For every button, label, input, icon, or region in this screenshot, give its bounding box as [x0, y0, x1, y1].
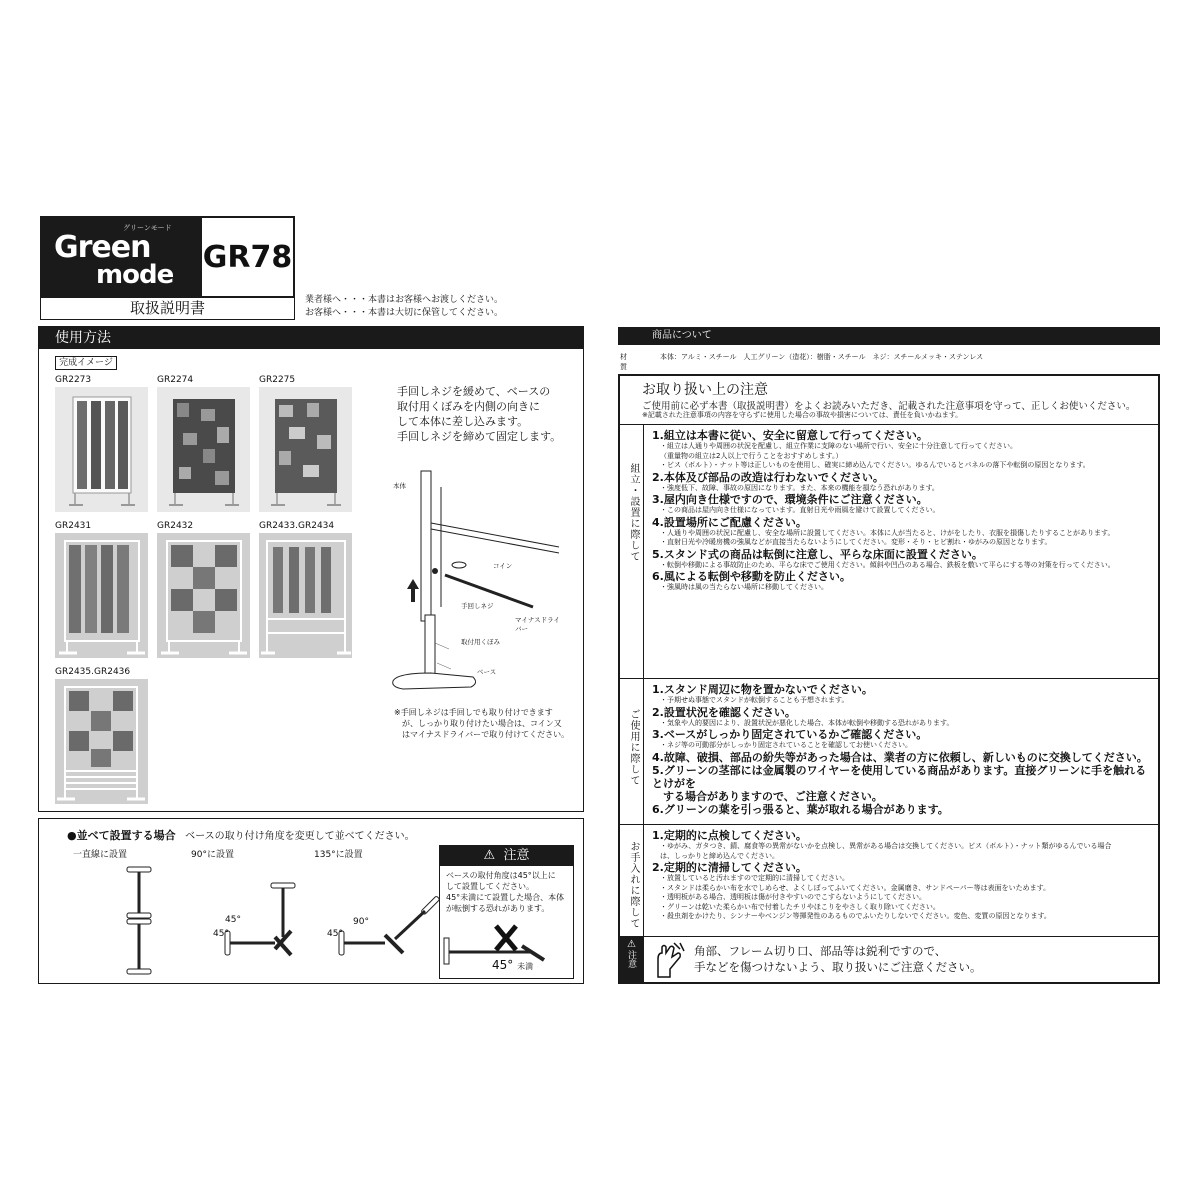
- diagram-label-body: 本体: [393, 482, 406, 490]
- section-care: [620, 824, 1158, 936]
- notice-line: お客様へ・・・本書は大切に保管してください。: [305, 308, 504, 318]
- section-body: [652, 429, 1152, 593]
- assembly-line: して本体に差し込みます。: [397, 415, 529, 428]
- angle-label: 45°: [213, 929, 229, 939]
- logo-subtitle: グリーンモード: [123, 224, 172, 232]
- item-detail: （重量物の組立は2人以上で行うことをおすすめします。）: [660, 451, 843, 460]
- screw-note: [394, 707, 574, 740]
- danger-side-label: 注意: [626, 950, 636, 968]
- product-image: [157, 387, 250, 512]
- section-side-label: 組立・設置に際して: [628, 463, 639, 562]
- angle-label: 45°: [327, 929, 343, 939]
- danger-text: [694, 943, 982, 975]
- material-label: 材 質: [620, 353, 634, 371]
- handling-title: お取り扱い上の注意: [642, 382, 768, 398]
- logo-word-green: Green: [54, 230, 151, 265]
- handling-note: ※記載された注意事項の内容を守らずに使用した場合の事故や損害については、責任を負いかねます。: [642, 411, 963, 419]
- notice-line: 業者様へ・・・本書はお客様へお渡しください。: [305, 295, 504, 305]
- danger-line: 角部、フレーム切り口、部品等は鋭利ですので、: [694, 944, 947, 958]
- caution-line: が転倒する恐れがあります。: [446, 904, 550, 913]
- under-45-label: [492, 958, 533, 972]
- item-detail: ・強風時は風の当たらない場所に移動してください。: [660, 583, 828, 591]
- under-deg: 45°: [492, 958, 514, 972]
- angle-label: 90°: [353, 917, 369, 927]
- section-body: [652, 829, 1152, 922]
- product-label: GR2435.GR2436: [55, 667, 131, 677]
- section-assembly: [620, 424, 1158, 678]
- item-heading: 3.ベースがしっかり固定されているかご確認ください。: [652, 728, 928, 741]
- diagram-label-recess: 取付用くぼみ: [461, 638, 500, 646]
- handover-notice: [305, 294, 503, 320]
- item-heading: 1.スタンド周辺に物を置かないでください。: [652, 683, 873, 696]
- assembly-diagram: [383, 467, 563, 707]
- caution-line: 45°未満にて設置した場合、本体: [446, 893, 565, 902]
- diagram-label-coin: コイン: [493, 562, 513, 570]
- item-detail: ・ゆがみ、ガタつき、錆、腐食等の異常がないかを点検し、異常がある場合は交換してください。ビス（ボルト）・ナット類がゆるんでいる場合: [660, 842, 1112, 850]
- usage-panel: [38, 326, 584, 812]
- item-heading: 3.屋内向き仕様ですので、環境条件にご注意ください。: [652, 493, 928, 506]
- hand-cut-icon: [650, 941, 688, 979]
- product-label: GR2273: [55, 375, 92, 385]
- item-detail: ・人通りや周囲の状況に配慮し、安全な場所に設置してください。本体に人が当たると、けがをしたり、衣服を損傷したりすることがあります。: [660, 528, 1115, 537]
- item-heading: 6.風による転倒や移動を防止ください。: [652, 570, 851, 583]
- item-heading: 5.スタンド式の商品は転倒に注意し、平らな床面に設置ください。: [652, 547, 983, 561]
- side-by-side-desc: ベースの取り付け角度を変更して並べてください。: [185, 831, 415, 842]
- item-detail: ・ネジ等の可動部分がしっかり固定されていることを確認してお使いください。: [660, 741, 912, 749]
- caution-title: 注意: [503, 848, 530, 863]
- brand-logo: [40, 216, 202, 298]
- diagram-label-driver: マイナスドライバー: [515, 616, 560, 633]
- warning-icon: ⚠: [483, 848, 496, 863]
- arrangement-straight-label: 一直線に設置: [73, 850, 128, 860]
- caution-box: [439, 845, 574, 979]
- section-side: [620, 825, 644, 936]
- section-body: [652, 683, 1152, 816]
- arrangement-135-label: 135°に設置: [314, 850, 363, 860]
- document-title: 取扱説明書: [40, 298, 295, 320]
- item-detail: は、しっかりと締め込んでください。: [660, 851, 779, 860]
- section-side-label: ご使用に際して: [628, 709, 639, 786]
- product-label: GR2274: [157, 375, 194, 385]
- section-side-label: お手入れに際して: [628, 841, 639, 929]
- item-detail: ・組立は人通りや周囲の状況を配慮し、組立作業に支障のない場所で行い、安全に十分注意して行ってください。: [660, 442, 1017, 450]
- danger-side: [620, 937, 644, 983]
- sharp-edge-warning: [620, 936, 1158, 982]
- caution-text: [446, 870, 571, 914]
- danger-line: 手などを傷つけないよう、取り扱いにご注意ください。: [694, 960, 982, 974]
- product-label: GR2432: [157, 521, 194, 531]
- side-by-side-panel: [38, 818, 584, 984]
- model-number: GR78: [202, 216, 295, 298]
- product-label: GR2275: [259, 375, 296, 385]
- product-image: [55, 679, 148, 804]
- section-side: [620, 679, 644, 824]
- assembly-line: 手回しネジを緩めて、ベースの: [397, 385, 551, 398]
- material-value: 本体：アルミ・スチール 人工グリーン（造花）：樹脂・スチール ネジ：スチールメッキ・ステンレス: [660, 353, 984, 361]
- product-image: [259, 387, 352, 512]
- product-label: GR2431: [55, 521, 92, 531]
- screw-note-line: はマイナスドライバーで取り付けてください。: [402, 730, 570, 739]
- item-heading: 1.組立は本書に従い、安全に留意して行ってください。: [652, 429, 928, 442]
- item-detail: ・スタンドは柔らかい布を水でしめらせ、よくしぼってふいてください。金属磨き、サンドペーパー等は表面をいためます。: [660, 883, 1051, 892]
- logo-word-mode: mode: [96, 260, 174, 290]
- item-heading: 2.本体及び部品の改造は行わないでください。: [652, 470, 884, 484]
- assembly-instructions: [397, 384, 567, 444]
- screw-note-line: ※手回しネジは手回しでも取り付けできます: [394, 708, 553, 717]
- product-image: [259, 533, 352, 658]
- caution-line: ベースの取付角度は45°以上に: [446, 871, 556, 880]
- handling-lead: ご使用前に必ず本書（取扱説明書）をよくお読みいただき、記載された注意事項を守って、正しくお使いください。: [642, 401, 1136, 412]
- complete-image-label: 完成イメージ: [55, 356, 117, 370]
- item-detail: ・グリーンは乾いた柔らかい布で付着したチリやほこりをやさしく取り除いてください。: [660, 902, 940, 911]
- product-image: [157, 533, 250, 658]
- item-detail: ・ビス（ボルト）・ナット等は正しいものを使用し、確実に締め込んでください。ゆるんでいるとパネルの落下や転倒の原因となります。: [660, 461, 1090, 469]
- assembly-line: 手回しネジを締めて固定します。: [397, 430, 562, 443]
- side-by-side-heading: ●並べて設置する場合: [67, 829, 176, 842]
- item-detail: ・放置していると汚れますので定期的に清掃してください。: [660, 874, 849, 882]
- item-detail: ・この商品は屋内向き仕様になっています。直射日光や雨風を避けて設置してください。: [660, 506, 940, 514]
- product-image: [55, 387, 148, 512]
- caution-line: して設置してください。: [446, 882, 534, 891]
- side-by-side-title: [67, 827, 415, 843]
- diagram-label-base: ベース: [477, 668, 497, 676]
- item-heading: 1.定期的に点検してください。: [652, 829, 807, 842]
- product-image: [55, 533, 148, 658]
- item-detail: ・強度低下、故障、事故の原因になります。また、本来の機能を損なう恐れがあります。: [660, 483, 939, 492]
- item-heading: 4.設置場所にご配慮ください。: [652, 515, 807, 529]
- item-detail: ・透明板がある場合、透明板は傷が付きやすいのでこすらないようにしてください。: [660, 893, 926, 901]
- handling-precautions: [618, 374, 1160, 984]
- product-info-title: 商品について: [618, 327, 1160, 345]
- assembly-line: 取付用くぼみを内側の向きに: [397, 400, 540, 413]
- item-detail: ・予期せぬ事態でスタンドが転倒することも予想されます。: [660, 696, 849, 704]
- item-heading: 2.定期的に清掃してください。: [652, 861, 807, 874]
- item-heading: 5.グリーンの茎部には金属製のワイヤーを使用している商品があります。直接グリーンに手を触れるとけがを: [652, 763, 1147, 790]
- arrangement-diagrams: [79, 859, 439, 981]
- item-detail: ・殺虫剤をかけたり、シンナーやベンジン等揮発性のあるものでふいたりしないでください。変色、変質の原因となります。: [660, 912, 1051, 920]
- diagram-label-screw: 手回しネジ: [461, 602, 494, 610]
- item-detail: ・直射日光や冷暖房機の強風などが直接当たらないようにしてください。変形・そり・ヒビ割れ・ゆがみの原因となります。: [660, 538, 1052, 546]
- item-heading: 6.グリーンの葉を引っ張ると、葉が取れる場合があります。: [652, 802, 949, 816]
- angle-label: 45°: [225, 915, 241, 925]
- screw-note-line: が、しっかり取り付けたい場合は、コイン又: [402, 719, 562, 728]
- item-heading: 4.故障、破損、部品の紛失等があった場合は、業者の方に依頼し、新しいものに交換してください。: [652, 750, 1148, 764]
- section-use: [620, 678, 1158, 824]
- item-detail: ・転倒や移動による事故防止のため、平らな床でご使用ください。傾斜や凹凸のある場合、鉄板を敷いて平らにする等の対策を行ってください。: [660, 560, 1115, 569]
- section-side: [620, 425, 644, 678]
- caution-header: [440, 846, 573, 866]
- item-heading: する場合がありますので、ご注意ください。: [652, 789, 883, 803]
- warning-icon: ⚠: [627, 939, 636, 950]
- item-heading: 2.設置状況を確認ください。: [652, 705, 796, 719]
- arrangement-90-label: 90°に設置: [191, 850, 234, 860]
- product-label: GR2433.GR2434: [259, 521, 335, 531]
- item-detail: ・気象や人的要因により、設置状況が悪化した場合、本体が転倒や移動する恐れがあります。: [660, 718, 954, 727]
- usage-title: 使用方法: [39, 327, 583, 349]
- under-word: 未満: [517, 962, 534, 971]
